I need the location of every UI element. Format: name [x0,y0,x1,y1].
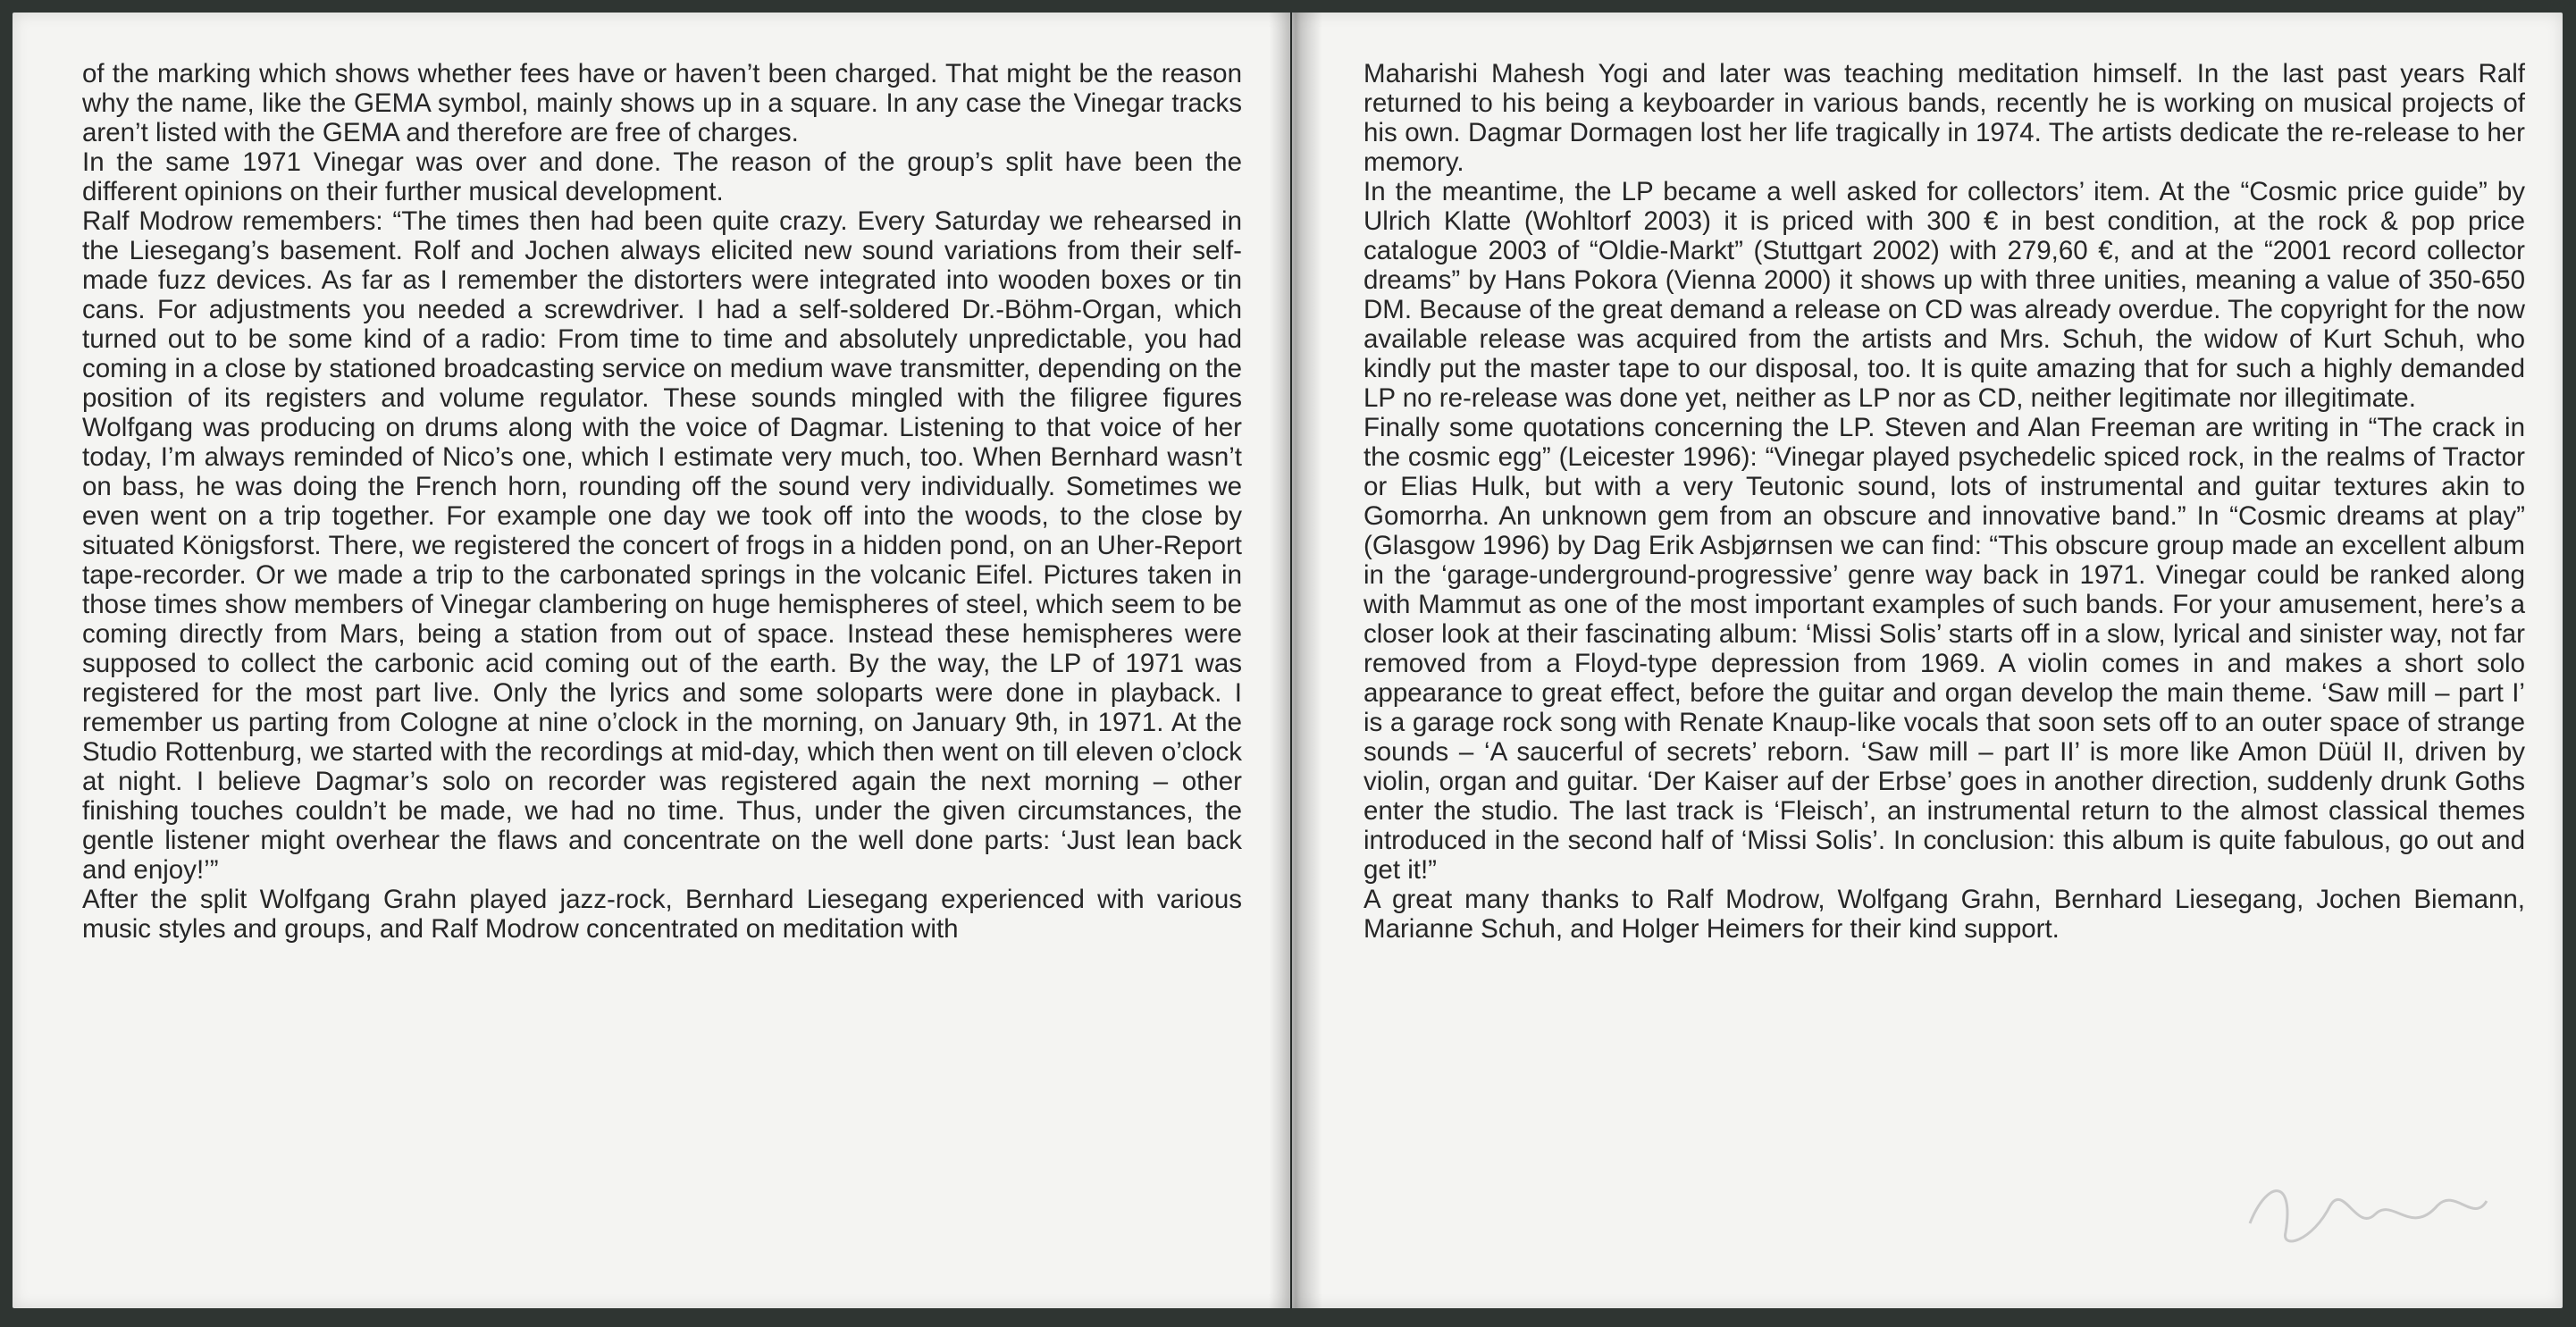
right-page [1292,13,2563,1308]
paragraph: In the same 1971 Vinegar was over and done. The reason of the group’s split have been the different opinions on their further musical development. [82,147,1242,206]
left-page-text [82,59,1242,944]
faint-signature [2232,1152,2500,1268]
left-page [13,13,1290,1308]
paragraph: A great many thanks to Ralf Modrow, Wolfgang Grahn, Bernhard Liesegang, Jochen Biemann, Marianne Schuh, and Holger Heimers for their kind support. [1364,885,2525,944]
paragraph: After the split Wolfgang Grahn played jazz-rock, Bernhard Liesegang experienced with various music styles and groups, and Ralf Modrow concentrated on meditation with [82,885,1242,944]
paragraph: In the meantime, the LP became a well asked for collectors’ item. At the “Cosmic price guide” by Ulrich Klatte (Wohltorf 2003) it is priced with 300 € in best condition, at the rock & pop price catalogue 2003 of “Oldie-Markt” (Stuttgart 2002) with 279,60 €, and at the “2001 record collector dreams” by Hans Pokora (Vienna 2000) it shows up with three unities, meaning a value of 350-650 DM. Because of the great demand a release on CD was already overdue. The copyright for the now available release was acquired from the artists and Mrs. Schuh, the widow of Kurt Schuh, who kindly put the master tape to our disposal, too. It is quite amazing that for such a highly demanded LP no re-release was done yet, neither as LP nor as CD, neither legitimate nor illegitimate. [1364,177,2525,413]
paragraph: Maharishi Mahesh Yogi and later was teaching meditation himself. In the last past years Ralf returned to his being a keyboarder in various bands, recently he is working on musical projects of his own. Dagmar Dormagen lost her life tragically in 1974. The artists dedicate the re-release to her memory. [1364,59,2525,177]
paragraph: Ralf Modrow remembers: “The times then had been quite crazy. Every Saturday we rehearsed in the Liesegang’s basement. Rolf and Jochen always elicited new sound variations from their self-made fuzz devices. As far as I remember the distorters were integrated into wooden boxes or tin cans. For adjustments you needed a screwdriver. I had a self-soldered Dr.-Böhm-Organ, which turned out to be some kind of a radio: From time to time and absolutely unpredictable, you had coming in a close by stationed broadcasting service on medium wave transmitter, depending on the position of its registers and volume regulator. These sounds mingled with the filigree figures Wolfgang was producing on drums along with the voice of Dagmar. Listening to that voice of her today, I’m always reminded of Nico’s one, which I estimate very much, too. When Bernhard wasn’t on bass, he was doing the French horn, rounding off the sound very individually. Sometimes we even went on a trip together. For example one day we took off into the woods, to the close by situated Königsforst. There, we registered the concert of frogs in a hidden pond, on an Uher-Report tape-recorder. Or we made a trip to the carbonated springs in the volcanic Eifel. Pictures taken in those times show members of Vinegar clambering on huge hemispheres of steel, which seem to be coming directly from Mars, being a station from out of space. Instead these hemispheres were supposed to collect the carbonic acid coming out of the earth. By the way, the LP of 1971 was registered for the most part live. Only the lyrics and some soloparts were done in playback. I remember us parting from Cologne at nine o’clock in the morning, on January 9th, in 1971. At the Studio Rottenburg, we started with the recordings at mid-day, which then went on till eleven o’clock at night. I believe Dagmar’s solo on recorder was registered again the next morning – other finishing touches couldn’t be made, we had no time. Thus, under the given circumstances, the gentle listener might overhear the flaws and concentrate on the well done parts: ‘Just lean back and enjoy!’” [82,206,1242,885]
paragraph: Finally some quotations concerning the LP. Steven and Alan Freeman are writing in “The crack in the cosmic egg” (Leicester 1996): “Vinegar played psychedelic spiced rock, in the realms of Tractor or Elias Hulk, but with a very Teutonic sound, lots of instrumental and guitar textures akin to Gomorrha. An unknown gem from an obscure and innovative band.” In “Cosmic dreams at play” (Glasgow 1996) by Dag Erik Asbjørnsen we can find: “This obscure group made an excellent album in the ‘garage-underground-progressive’ genre way back in 1971. Vinegar could be ranked along with Mammut as one of the most important examples of such bands. For your amusement, here’s a closer look at their fascinating album: ‘Missi Solis’ starts off in a slow, lyrical and sinister way, not far removed from a Floyd-type depression from 1969. A violin comes in and makes a short solo appearance to great effect, before the guitar and organ develop the main theme. ‘Saw mill – part I’ is a garage rock song with Renate Knaup-like vocals that soon sets off to an outer space of strange sounds – ‘A saucerful of secrets’ reborn. ‘Saw mill – part II’ is more like Amon Düül II, driven by violin, organ and guitar. ‘Der Kaiser auf der Erbse’ goes in another direction, suddenly drunk Goths enter the studio. The last track is ‘Fleisch’, an instrumental return to the almost classical themes introduced in the second half of ‘Missi Solis’. In conclusion: this album is quite fabulous, go out and get it!” [1364,413,2525,885]
right-page-text [1364,59,2525,944]
paragraph: of the marking which shows whether fees have or haven’t been charged. That might be the reason why the name, like the GEMA symbol, mainly shows up in a square. In any case the Vinegar tracks aren’t listed with the GEMA and therefore are free of charges. [82,59,1242,147]
